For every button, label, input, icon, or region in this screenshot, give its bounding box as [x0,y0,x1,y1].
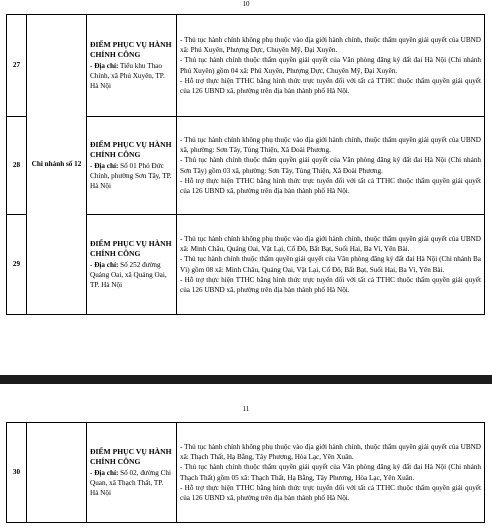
description-item: - Thủ tục hành chính thuộc thẩm quyền giải quyết của Văn phòng đăng ký đất đai Hà Nội (Chi nhánh Phú Xuyên) gồm 04 xã: Phú Xuyên, Phượng Dực, Chuyên Mỹ, Đại Xuyên. [180,56,481,75]
address-label: - Địa chỉ: [90,161,119,170]
row-number: 29 [7,215,27,315]
address-text: Số 252 đường Quảng Oai, xã Quảng Oai, TP. Hà Nội [90,260,167,290]
address-text: Tiểu khu Thao Chính, xã Phú Xuyên, TP. Hà Nội [90,61,165,91]
description-item: - Thủ tục hành chính thuộc thẩm quyền giải quyết của Văn phòng đăng ký đất đai Hà Nội (Chi nhánh Ba Vì) gồm 08 xã: Minh Châu, Quảng Oai, Vật Lại, Cổ Đô, Bất Bạt, Suối Hai, Ba Vì, Yên Bài. [180,255,481,274]
description-item: - Thủ tục hành chính không phụ thuộc vào địa giới hành chính, thuộc thẩm quyền giải quyết của UBND xã, phường: Sơn Tây, Tùng Thiện, Xã Đoài Phương. [180,135,481,155]
address-label: - Địa chỉ: [90,468,119,477]
service-points-table [6,14,485,315]
procedure-description [177,117,485,215]
service-point-cell [87,215,177,315]
service-point-cell [87,423,177,523]
address-label: - Địa chỉ: [90,61,119,70]
service-point-cell [87,117,177,215]
procedure-description [177,215,485,315]
service-points-table [6,422,485,523]
description-item: - Thủ tục hành chính thuộc thẩm quyền giải quyết của Văn phòng đăng ký đất đai Hà Nội (Chi nhánh Sơn Tây) gồm 03 xã, phường: Sơn Tây, Tùng Thiện, Xã Đoài Phương. [180,156,481,175]
address-text: Số 02, đường Chi Quan, xã Thạch Thất, TP. Hà Nội [90,468,171,498]
service-point-cell [87,15,177,117]
row-number: 30 [7,423,27,523]
branch-cell: Chi nhánh số 12 [27,15,87,315]
description-item: - Hỗ trợ thực hiện TTHC bằng hình thức trực tuyến đối với tất cả TTHC thuộc thẩm quyền giải quyết của 126 UBND xã, phường trên địa bàn thành phố Hà Nội. [180,483,481,502]
service-point-name: ĐIỂM PHỤC VỤ HÀNH CHÍNH CÔNG [90,39,172,60]
service-point-name: ĐIỂM PHỤC VỤ HÀNH CHÍNH CÔNG [90,446,172,467]
address-text: Số 01 Phó Đức Chính, phường Sơn Tây, TP. Hà Nội [90,161,172,191]
service-point-address [90,161,173,192]
row-number: 28 [7,117,27,215]
service-point-name: ĐIỂM PHỤC VỤ HÀNH CHÍNH CÔNG [90,139,172,160]
address-label: - Địa chỉ: [90,260,119,269]
description-item: - Thủ tục hành chính không phụ thuộc vào địa giới hành chính, thuộc thẩm quyền giải quyết của UBND xã: Minh Châu, Quảng Oai, Vật Lại, Cổ Đô, Bất Bạt, Suối Hai, Ba Vì, Yên Bài. [180,234,481,254]
page-separator [0,375,492,384]
procedure-description [177,15,485,117]
description-item: - Thủ tục hành chính không phụ thuộc vào địa giới hành chính, thuộc thẩm quyền giải quyết của UBND xã: Thạch Thất, Hạ Bằng, Tây Phương, Hòa Lạc, Yên Xuân. [180,442,481,462]
row-number: 27 [7,15,27,117]
service-point-address [90,260,173,291]
service-point-address [90,61,173,92]
service-point-name: ĐIỂM PHỤC VỤ HÀNH CHÍNH CÔNG [90,238,172,259]
table-row [7,423,485,523]
description-item: - Hỗ trợ thực hiện TTHC bằng hình thức trực tuyến đối với tất cả TTHC thuộc thẩm quyền giải quyết của 126 UBND xã, phường trên địa bàn thành phố Hà Nội. [180,76,481,95]
description-item: - Thủ tục hành chính thuộc thẩm quyền giải quyết của Văn phòng đăng ký đất đai Hà Nội (Chi nhánh Thạch Thất) gồm 05 xã: Thạch Thất, Hạ Bằng, Tây Phương, Hòa Lạc, Yên Xuân. [180,463,481,482]
service-point-address [90,468,173,499]
description-item: - Thủ tục hành chính không phụ thuộc vào địa giới hành chính, thuộc thẩm quyền giải quyết của UBND xã: Phú Xuyên, Phượng Dực, Chuyên Mỹ, Đại Xuyên. [180,35,481,55]
table-row [7,15,485,117]
page-number: 10 [242,0,250,8]
procedure-description [177,423,485,523]
description-item: - Hỗ trợ thực hiện TTHC bằng hình thức trực tuyến đối với tất cả TTHC thuộc thẩm quyền giải quyết của 126 UBND xã, phường trên địa bàn thành phố Hà Nội. [180,275,481,294]
description-item: - Hỗ trợ thực hiện TTHC bằng hình thức trực tuyến đối với tất cả TTHC thuộc thẩm quyền giải quyết của 126 UBND xã, phường trên địa bàn thành phố Hà Nội. [180,176,481,195]
branch-cell [27,423,87,523]
page-number: 11 [242,405,250,413]
